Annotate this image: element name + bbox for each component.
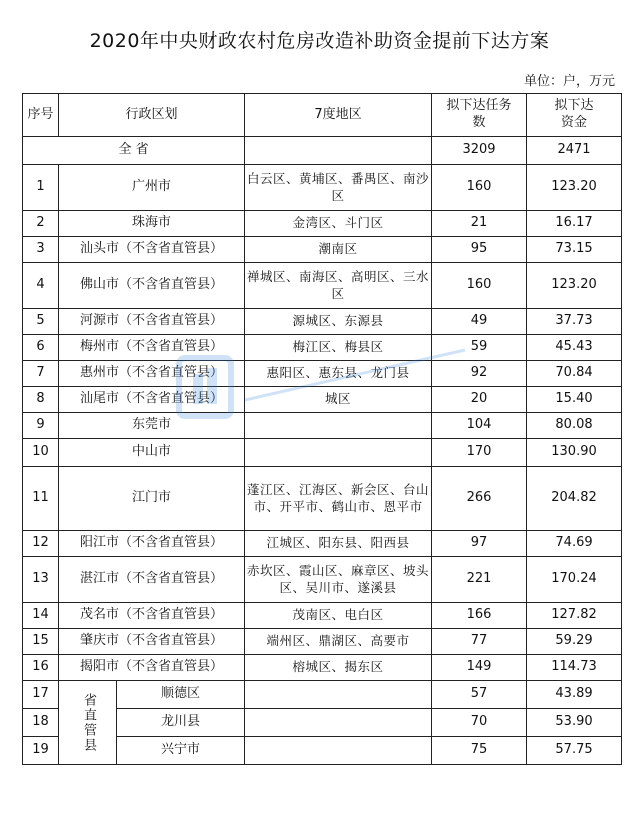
row-region: 茂名市（不含省直管县） [59, 603, 245, 629]
row-areas: 潮南区 [245, 237, 432, 263]
row-tasks: 221 [432, 557, 527, 603]
table-row [23, 531, 622, 557]
row-tasks: 21 [432, 211, 527, 237]
row-tasks: 160 [432, 263, 527, 309]
row-number: 14 [23, 603, 59, 629]
row-number: 15 [23, 629, 59, 655]
row-number: 12 [23, 531, 59, 557]
table-row [23, 165, 622, 211]
row-tasks: 75 [432, 737, 527, 765]
row-tasks: 149 [432, 655, 527, 681]
row-tasks: 70 [432, 709, 527, 737]
row-region: 东莞市 [59, 413, 245, 439]
row-tasks: 166 [432, 603, 527, 629]
header-funds-label: 拟下达资金 [554, 98, 594, 130]
row-funds: 130.90 [527, 439, 622, 467]
row-number: 10 [23, 439, 59, 467]
row-number: 7 [23, 361, 59, 387]
row-funds: 37.73 [527, 309, 622, 335]
row-region: 河源市（不含省直管县） [59, 309, 245, 335]
row-number: 4 [23, 263, 59, 309]
table-row [23, 629, 622, 655]
total-row [23, 137, 622, 165]
row-region: 肇庆市（不含省直管县） [59, 629, 245, 655]
header-row [23, 94, 622, 137]
row-funds: 70.84 [527, 361, 622, 387]
row-areas: 禅城区、南海区、高明区、三水区 [245, 263, 432, 309]
row-tasks: 104 [432, 413, 527, 439]
row-region: 湛江市（不含省直管县） [59, 557, 245, 603]
row-tasks: 59 [432, 335, 527, 361]
row-number: 17 [23, 681, 59, 709]
row-number: 19 [23, 737, 59, 765]
row-areas [245, 413, 432, 439]
total-areas [245, 137, 432, 165]
table-row [23, 263, 622, 309]
direct-county-group-label: 省直管县 [59, 681, 117, 765]
row-number: 6 [23, 335, 59, 361]
row-region: 珠海市 [59, 211, 245, 237]
row-tasks: 49 [432, 309, 527, 335]
row-areas: 榕城区、揭东区 [245, 655, 432, 681]
row-areas [245, 709, 432, 737]
table-row [23, 309, 622, 335]
table-row [23, 413, 622, 439]
row-number: 2 [23, 211, 59, 237]
table-row [23, 439, 622, 467]
row-number: 16 [23, 655, 59, 681]
row-funds: 45.43 [527, 335, 622, 361]
row-funds: 80.08 [527, 413, 622, 439]
row-number: 13 [23, 557, 59, 603]
row-region: 顺德区 [117, 681, 245, 709]
header-areas: 7度地区 [245, 94, 432, 137]
total-label: 全 省 [23, 137, 245, 165]
document-title: 2020年中央财政农村危房改造补助资金提前下达方案 [89, 30, 550, 52]
row-region: 中山市 [59, 439, 245, 467]
row-areas [245, 737, 432, 765]
total-funds: 2471 [527, 137, 622, 165]
row-tasks: 97 [432, 531, 527, 557]
row-region: 汕头市（不含省直管县） [59, 237, 245, 263]
table-row [23, 387, 622, 413]
row-number: 1 [23, 165, 59, 211]
row-tasks: 266 [432, 467, 527, 531]
row-tasks: 57 [432, 681, 527, 709]
row-funds: 74.69 [527, 531, 622, 557]
table-row [23, 211, 622, 237]
row-region: 揭阳市（不含省直管县） [59, 655, 245, 681]
row-areas: 江城区、阳东县、阳西县 [245, 531, 432, 557]
header-tasks [432, 94, 527, 137]
row-areas: 金湾区、斗门区 [245, 211, 432, 237]
row-tasks: 92 [432, 361, 527, 387]
row-funds: 53.90 [527, 709, 622, 737]
subsidy-table [22, 93, 622, 765]
row-region: 汕尾市（不含省直管县） [59, 387, 245, 413]
table-row [23, 603, 622, 629]
row-number: 8 [23, 387, 59, 413]
table-row [23, 237, 622, 263]
row-funds: 127.82 [527, 603, 622, 629]
row-region: 佛山市（不含省直管县） [59, 263, 245, 309]
row-funds: 16.17 [527, 211, 622, 237]
row-areas: 端州区、鼎湖区、高要市 [245, 629, 432, 655]
total-tasks: 3209 [432, 137, 527, 165]
row-region: 惠州市（不含省直管县） [59, 361, 245, 387]
row-tasks: 20 [432, 387, 527, 413]
table-row [23, 557, 622, 603]
row-funds: 123.20 [527, 263, 622, 309]
row-region: 江门市 [59, 467, 245, 531]
header-funds [527, 94, 622, 137]
header-region: 行政区划 [59, 94, 245, 137]
unit-label: 单位：户，万元 [523, 74, 615, 89]
row-areas: 梅江区、梅县区 [245, 335, 432, 361]
row-areas: 蓬江区、江海区、新会区、台山市、开平市、鹤山市、恩平市 [245, 467, 432, 531]
row-areas: 白云区、黄埔区、番禺区、南沙区 [245, 165, 432, 211]
row-region: 龙川县 [117, 709, 245, 737]
header-seq: 序号 [23, 94, 59, 137]
row-areas [245, 681, 432, 709]
table-row [23, 681, 622, 709]
row-areas [245, 439, 432, 467]
row-region: 梅州市（不含省直管县） [59, 335, 245, 361]
row-region: 阳江市（不含省直管县） [59, 531, 245, 557]
row-tasks: 95 [432, 237, 527, 263]
row-tasks: 77 [432, 629, 527, 655]
row-areas: 源城区、东源县 [245, 309, 432, 335]
row-areas: 赤坎区、霞山区、麻章区、坡头区、吴川市、遂溪县 [245, 557, 432, 603]
row-number: 5 [23, 309, 59, 335]
row-number: 9 [23, 413, 59, 439]
row-funds: 170.24 [527, 557, 622, 603]
row-funds: 123.20 [527, 165, 622, 211]
row-region: 广州市 [59, 165, 245, 211]
row-areas: 茂南区、电白区 [245, 603, 432, 629]
row-areas: 城区 [245, 387, 432, 413]
row-number: 11 [23, 467, 59, 531]
row-areas: 惠阳区、惠东县、龙门县 [245, 361, 432, 387]
row-tasks: 170 [432, 439, 527, 467]
row-region: 兴宁市 [117, 737, 245, 765]
row-funds: 73.15 [527, 237, 622, 263]
row-funds: 57.75 [527, 737, 622, 765]
row-funds: 43.89 [527, 681, 622, 709]
row-number: 18 [23, 709, 59, 737]
row-number: 3 [23, 237, 59, 263]
row-tasks: 160 [432, 165, 527, 211]
table-row [23, 335, 622, 361]
header-tasks-label: 拟下达任务数 [446, 98, 512, 130]
row-funds: 204.82 [527, 467, 622, 531]
table-row [23, 655, 622, 681]
row-funds: 114.73 [527, 655, 622, 681]
table-row [23, 467, 622, 531]
row-funds: 15.40 [527, 387, 622, 413]
table-row [23, 361, 622, 387]
row-funds: 59.29 [527, 629, 622, 655]
